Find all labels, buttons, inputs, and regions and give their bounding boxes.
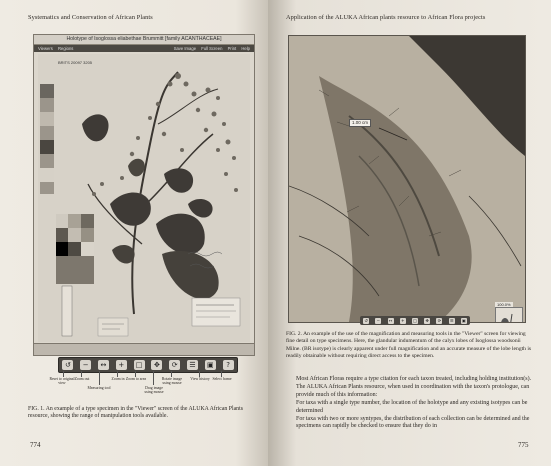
tool-label-zoom-out: Zoom out <box>74 377 90 381</box>
tool-label-group <box>49 376 245 406</box>
tool-label-rotate: Rotate image using mouse <box>161 377 183 386</box>
menu-item-print: Print <box>227 46 237 51</box>
zoom-in-icon: + <box>116 360 127 370</box>
view-history-icon: ☰ <box>449 317 454 323</box>
tool-label-measuring: Measuring tool <box>87 386 111 390</box>
tool-label-drag: Drag image using mouse <box>144 386 164 395</box>
magnifier-toolbar <box>360 316 470 325</box>
folio-left: 774 <box>30 441 41 449</box>
specimen-barcode: BRITS 20097 3205 <box>58 60 93 65</box>
navigator-thumbnail <box>495 307 523 323</box>
measuring-tool-icon: ↔ <box>388 317 393 323</box>
viewer-footer-bar <box>34 343 254 355</box>
view-history-icon: ☰ <box>187 360 198 370</box>
measuring-tool-icon: ↔ <box>98 360 109 370</box>
tool-label-zoom-in: Zoom in <box>111 377 125 381</box>
running-head-left: Systematics and Conservation of African Plants <box>28 14 153 21</box>
reset-view-icon: ↺ <box>62 360 73 370</box>
drag-image-icon: ✥ <box>425 317 429 323</box>
zoom-out-icon: − <box>376 317 380 323</box>
drag-image-icon: ✥ <box>151 360 162 370</box>
reset-view-icon: ↺ <box>364 317 368 323</box>
menu-item-viewers: Viewers <box>38 46 53 51</box>
measure-scale-label: 1.00 cm <box>349 119 371 127</box>
tool-label-reset: Reset to original view <box>49 377 75 386</box>
tool-label-select-frame: Select frame <box>212 377 232 381</box>
tool-label-history: View history <box>190 377 210 381</box>
zoom-level-readout: 100.0% <box>497 302 511 307</box>
zoom-area-icon: □ <box>134 360 145 370</box>
rotate-image-icon: ⟳ <box>169 360 180 370</box>
figure-2-caption: FIG. 2. An example of the use of the magnification and measuring tools in the "Viewer" screen for viewing fine detail on type specimens. Here, the glandular indumentum of the calyx lobes of Isoglossa woodsonii Milne. (BR isotype) is clearly apparent under full magnification and an accurate measure of the lobe length is readily obtainable without requiring direct access to the specimen. <box>286 331 532 359</box>
left-page <box>0 0 268 466</box>
zoom-out-icon: − <box>80 360 91 370</box>
zoom-in-icon: + <box>401 317 405 323</box>
specimen-sheet-image <box>38 54 250 342</box>
rotate-image-icon: ⟳ <box>437 317 442 323</box>
menu-item-save-image: Save Image <box>173 46 197 51</box>
magnified-specimen-image <box>288 35 526 323</box>
body-paragraph: Most African Floras require a type citation for each taxon treated, including holding institution(s). The ALUKA African Plants resource, when used in coordination with the taxon's protologue, can provide much of this information: <box>296 376 532 398</box>
viewer-screenshot <box>33 34 255 356</box>
body-text <box>286 376 536 431</box>
select-frame-icon: ▣ <box>205 360 216 370</box>
body-bullet: For taxa with a single type number, the location of the holotype and any existing isotypes can be determined <box>296 399 528 414</box>
viewer-title: Holotype of Isoglossa eliabethae Brummitt [family ACANTHACEAE] <box>34 35 254 45</box>
specimen-plant-illustration <box>38 54 250 342</box>
calyx-closeup-illustration <box>289 36 525 322</box>
running-head-right: Application of the ALUKA African plants resource to African Flora projects <box>286 14 486 21</box>
help-icon: ? <box>223 360 234 370</box>
zoom-area-icon: □ <box>413 317 417 323</box>
menu-item-regions: Regions <box>58 46 74 51</box>
viewer-toolbar <box>58 357 238 373</box>
body-bullet: For taxa with two or more syntypes, the distribution of each collection can be determined and the specimens can rapidly be checked to ensure that they do in <box>296 415 530 430</box>
tool-label-zoom-area: Zoom to area <box>125 377 147 381</box>
right-page <box>268 0 551 466</box>
folio-right: 775 <box>518 441 529 449</box>
select-frame-icon: ▣ <box>461 317 466 323</box>
viewer-menubar <box>34 45 254 52</box>
menu-item-full-screen: Full Screen <box>201 46 223 51</box>
thumbnail-plant-icon <box>496 308 522 323</box>
menu-item-help: Help <box>241 46 250 51</box>
figure-1-caption: FIG. 1. An example of a type specimen in the "Viewer" screen of the ALUKA African Plants resource, showing the range of manipulation tools available. <box>28 406 243 420</box>
